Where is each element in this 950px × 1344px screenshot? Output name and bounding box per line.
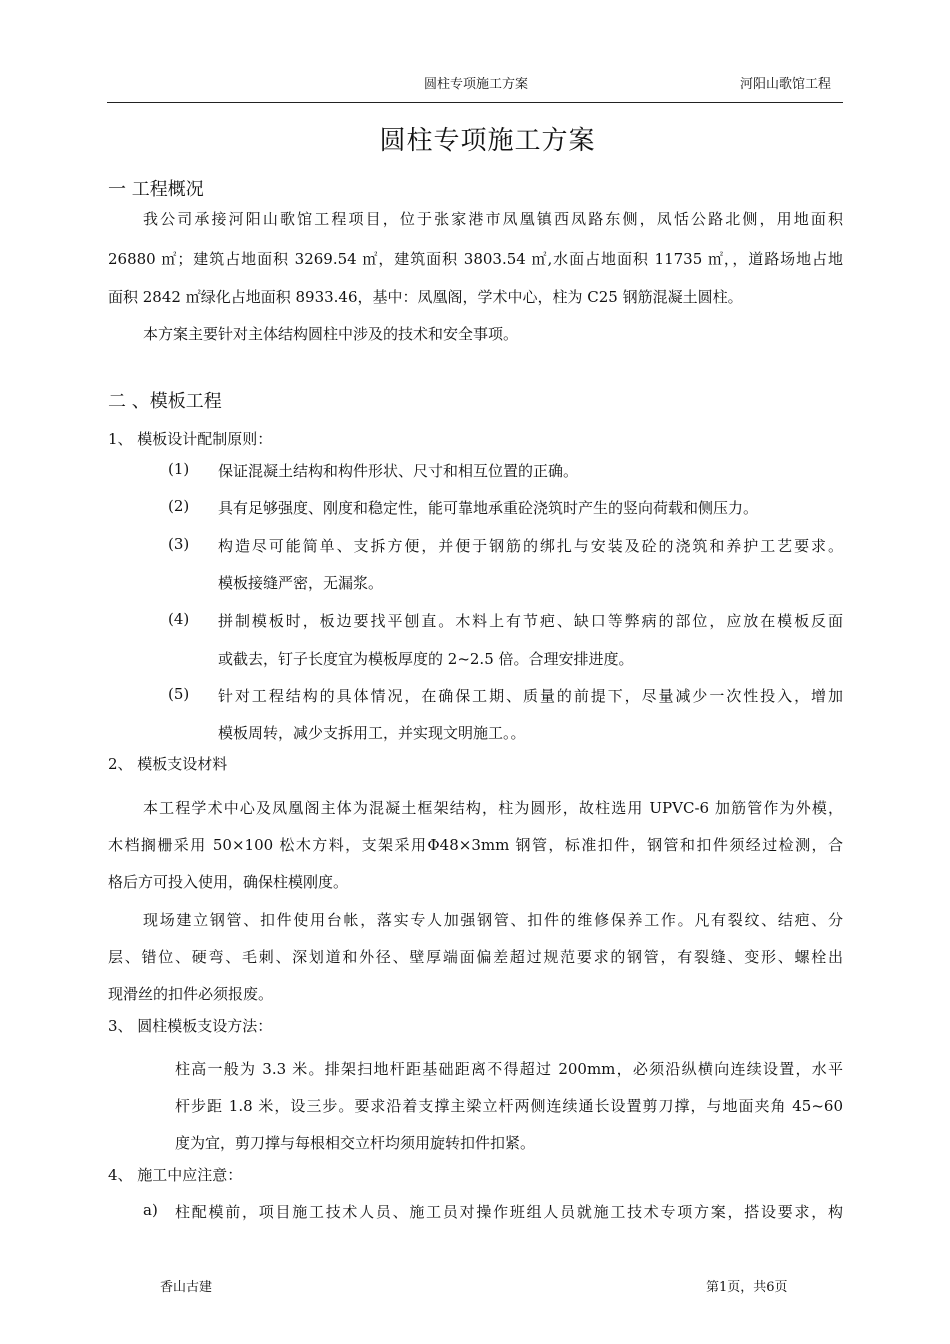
item-text: 保证混凝土结构和构件形状、尺寸和相互位置的正确。	[218, 462, 579, 480]
item-number: (3)	[168, 535, 190, 553]
materials-line-2: 木档搁栅采用 50×100 松木方料，支架采用Φ48×3mm 钢管，标准扣件，钢管和扣件须经过检测，合	[108, 836, 843, 854]
section-heading-overview: 一 工程概况	[108, 179, 204, 200]
item-text: 拼制模板时，板边要找平刨直。木料上有节疤、缺口等弊病的部位，应放在模板反面	[218, 612, 843, 630]
method-line-1: 柱高一般为 3.3 米。排架扫地杆距基础距离不得超过 200mm，必须沿纵横向连续设置，水平	[175, 1060, 843, 1078]
item-number: (5)	[168, 685, 190, 703]
overview-line-3: 面积 2842 ㎡绿化占地面积 8933.46，基中：凤凰阁，学术中心，柱为 C25 钢筋混凝土圆柱。	[108, 288, 743, 306]
item-text: 柱配模前，项目施工技术人员、施工员对操作班组人员就施工技术专项方案，搭设要求，构	[175, 1203, 843, 1221]
subheading-design-principles: 1、 模板设计配制原则：	[108, 430, 273, 448]
item-number: (2)	[168, 497, 190, 515]
subheading-materials: 2、 模板支设材料	[108, 755, 228, 773]
item-number: (1)	[168, 460, 190, 478]
materials-line-5: 层、错位、硬弯、毛刺、深划道和外径、壁厚端面偏差超过规范要求的钢管，有裂缝、变形、螺栓出	[108, 948, 843, 966]
materials-line-4: 现场建立钢管、扣件使用台帐，落实专人加强钢管、扣件的维修保养工作。凡有裂纹、结疤、分	[143, 911, 843, 929]
footer-page-number: 第1页，共6页	[706, 1280, 788, 1295]
method-line-2: 杆步距 1.8 米，设三步。要求沿着支撑主梁立杆两侧连续通长设置剪刀撑，与地面夹角 45~60	[175, 1097, 843, 1115]
section-heading-formwork: 二 、模板工程	[108, 391, 222, 412]
overview-line-1: 我公司承接河阳山歌馆工程项目，位于张家港市凤凰镇西凤路东侧，凤恬公路北侧，用地面积	[143, 210, 843, 228]
page-title: 圆柱专项施工方案	[379, 126, 596, 156]
subheading-precautions: 4、 施工中应注意：	[108, 1166, 243, 1184]
header-rule	[107, 102, 843, 103]
materials-line-1: 本工程学术中心及凤凰阁主体为混凝土框架结构，柱为圆形，故柱选用 UPVC-6 加筋管作为外模，	[143, 799, 843, 817]
method-line-3: 度为宜，剪刀撑与每根相交立杆均须用旋转扣件扣紧。	[175, 1134, 536, 1152]
overview-scope: 本方案主要针对主体结构圆柱中涉及的技术和安全事项。	[143, 325, 519, 343]
materials-line-3: 格后方可投入使用，确保柱模刚度。	[108, 873, 349, 891]
item-text: 模板接缝严密，无漏浆。	[218, 574, 384, 592]
item-text: 具有足够强度、刚度和稳定性，能可靠地承重砼浇筑时产生的竖向荷载和侧压力。	[218, 499, 759, 517]
subheading-support-method: 3、 圆柱模板支设方法：	[108, 1017, 273, 1035]
materials-line-6: 现滑丝的扣件必须报废。	[108, 985, 274, 1003]
item-text: 构造尽可能简单、支拆方便，并便于钢筋的绑扎与安装及砼的浇筑和养护工艺要求。	[218, 537, 843, 555]
footer-company: 香山古建	[160, 1280, 213, 1295]
overview-line-2: 26880 ㎡；建筑占地面积 3269.54 ㎡，建筑面积 3803.54 ㎡,水面占地面积 11735 ㎡，，道路场地占地	[108, 250, 843, 268]
item-text: 模板周转，减少支拆用工，并实现文明施工。。	[218, 724, 526, 742]
item-text: 或截去，钉子长度宜为模板厚度的 2~2.5 倍。合理安排进度。	[218, 650, 634, 668]
header-doc-title: 圆柱专项施工方案	[424, 77, 529, 92]
header-project-name: 河阳山歌馆工程	[740, 77, 832, 92]
item-number: (4)	[168, 610, 190, 628]
item-number: a)	[143, 1201, 158, 1219]
item-text: 针对工程结构的具体情况，在确保工期、质量的前提下，尽量减少一次性投入，增加	[218, 687, 843, 705]
